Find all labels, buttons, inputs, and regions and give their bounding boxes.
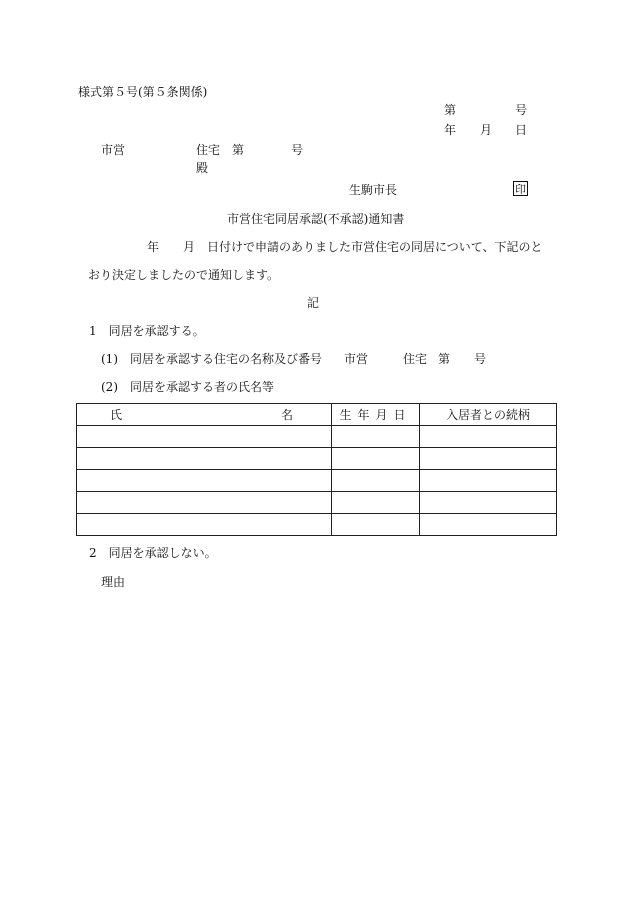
table-header-row	[77, 404, 557, 426]
addressee-city: 市営	[101, 143, 126, 157]
cell-dob[interactable]	[332, 470, 420, 492]
addressee-number-prefix: 第	[232, 143, 245, 157]
header-dob: 生年月日	[332, 404, 420, 426]
table-row	[77, 514, 557, 536]
header-name-left: 氏	[110, 407, 123, 422]
form-label: 様式第５号(第５条関係)	[78, 85, 208, 99]
table-row	[77, 426, 557, 448]
item-1-number-prefix: 第	[438, 352, 451, 366]
table-row	[77, 448, 557, 470]
header-relation: 入居者との続柄	[420, 404, 557, 426]
cell-dob[interactable]	[332, 514, 420, 536]
cell-name[interactable]	[77, 514, 332, 536]
date-month: 月	[480, 123, 493, 137]
header-name	[77, 404, 332, 426]
table-row	[77, 492, 557, 514]
section-2-heading: 2 同居を承認しない。	[89, 546, 217, 560]
date-year: 年	[444, 123, 457, 137]
addressee-housing: 住宅	[196, 143, 221, 157]
addressee-honorific: 殿	[196, 161, 209, 175]
issuer-name: 生駒市長	[349, 183, 398, 197]
body-year: 年	[147, 240, 160, 254]
document-title: 市営住宅同居承認(不承認)通知書	[227, 212, 405, 226]
seal-mark: 印	[515, 183, 526, 196]
cell-dob[interactable]	[332, 492, 420, 514]
body-line-1: 日付けで申請のありました市営住宅の同居について、下記のと	[207, 240, 543, 254]
section-1-heading: 1 同居を承認する。	[89, 324, 205, 338]
cell-relation[interactable]	[420, 448, 557, 470]
cell-relation[interactable]	[420, 470, 557, 492]
section-1-item-2-label: (2) 同居を承認する者の氏名等	[101, 380, 274, 394]
cell-name[interactable]	[77, 470, 332, 492]
item-1-city: 市営	[344, 352, 369, 366]
cell-dob[interactable]	[332, 426, 420, 448]
cell-relation[interactable]	[420, 492, 557, 514]
cell-name[interactable]	[77, 448, 332, 470]
reason-label: 理由	[101, 575, 126, 589]
item-1-housing: 住宅	[403, 352, 428, 366]
ki-heading: 記	[307, 296, 320, 310]
body-line-2: おり決定しましたので通知します。	[88, 268, 280, 282]
body-month: 月	[183, 240, 196, 254]
date-day: 日	[515, 123, 528, 137]
item-1-number-suffix: 号	[474, 352, 487, 366]
doc-number-suffix: 号	[515, 103, 528, 117]
header-name-right: 名	[280, 407, 293, 422]
section-1-item-1-label: (1) 同居を承認する住宅の名称及び番号	[101, 352, 322, 366]
cell-relation[interactable]	[420, 426, 557, 448]
occupant-table	[76, 403, 557, 536]
table-row	[77, 470, 557, 492]
cell-name[interactable]	[77, 426, 332, 448]
cell-name[interactable]	[77, 492, 332, 514]
cell-relation[interactable]	[420, 514, 557, 536]
cell-dob[interactable]	[332, 448, 420, 470]
addressee-number-suffix: 号	[291, 143, 304, 157]
doc-number-prefix: 第	[444, 103, 457, 117]
